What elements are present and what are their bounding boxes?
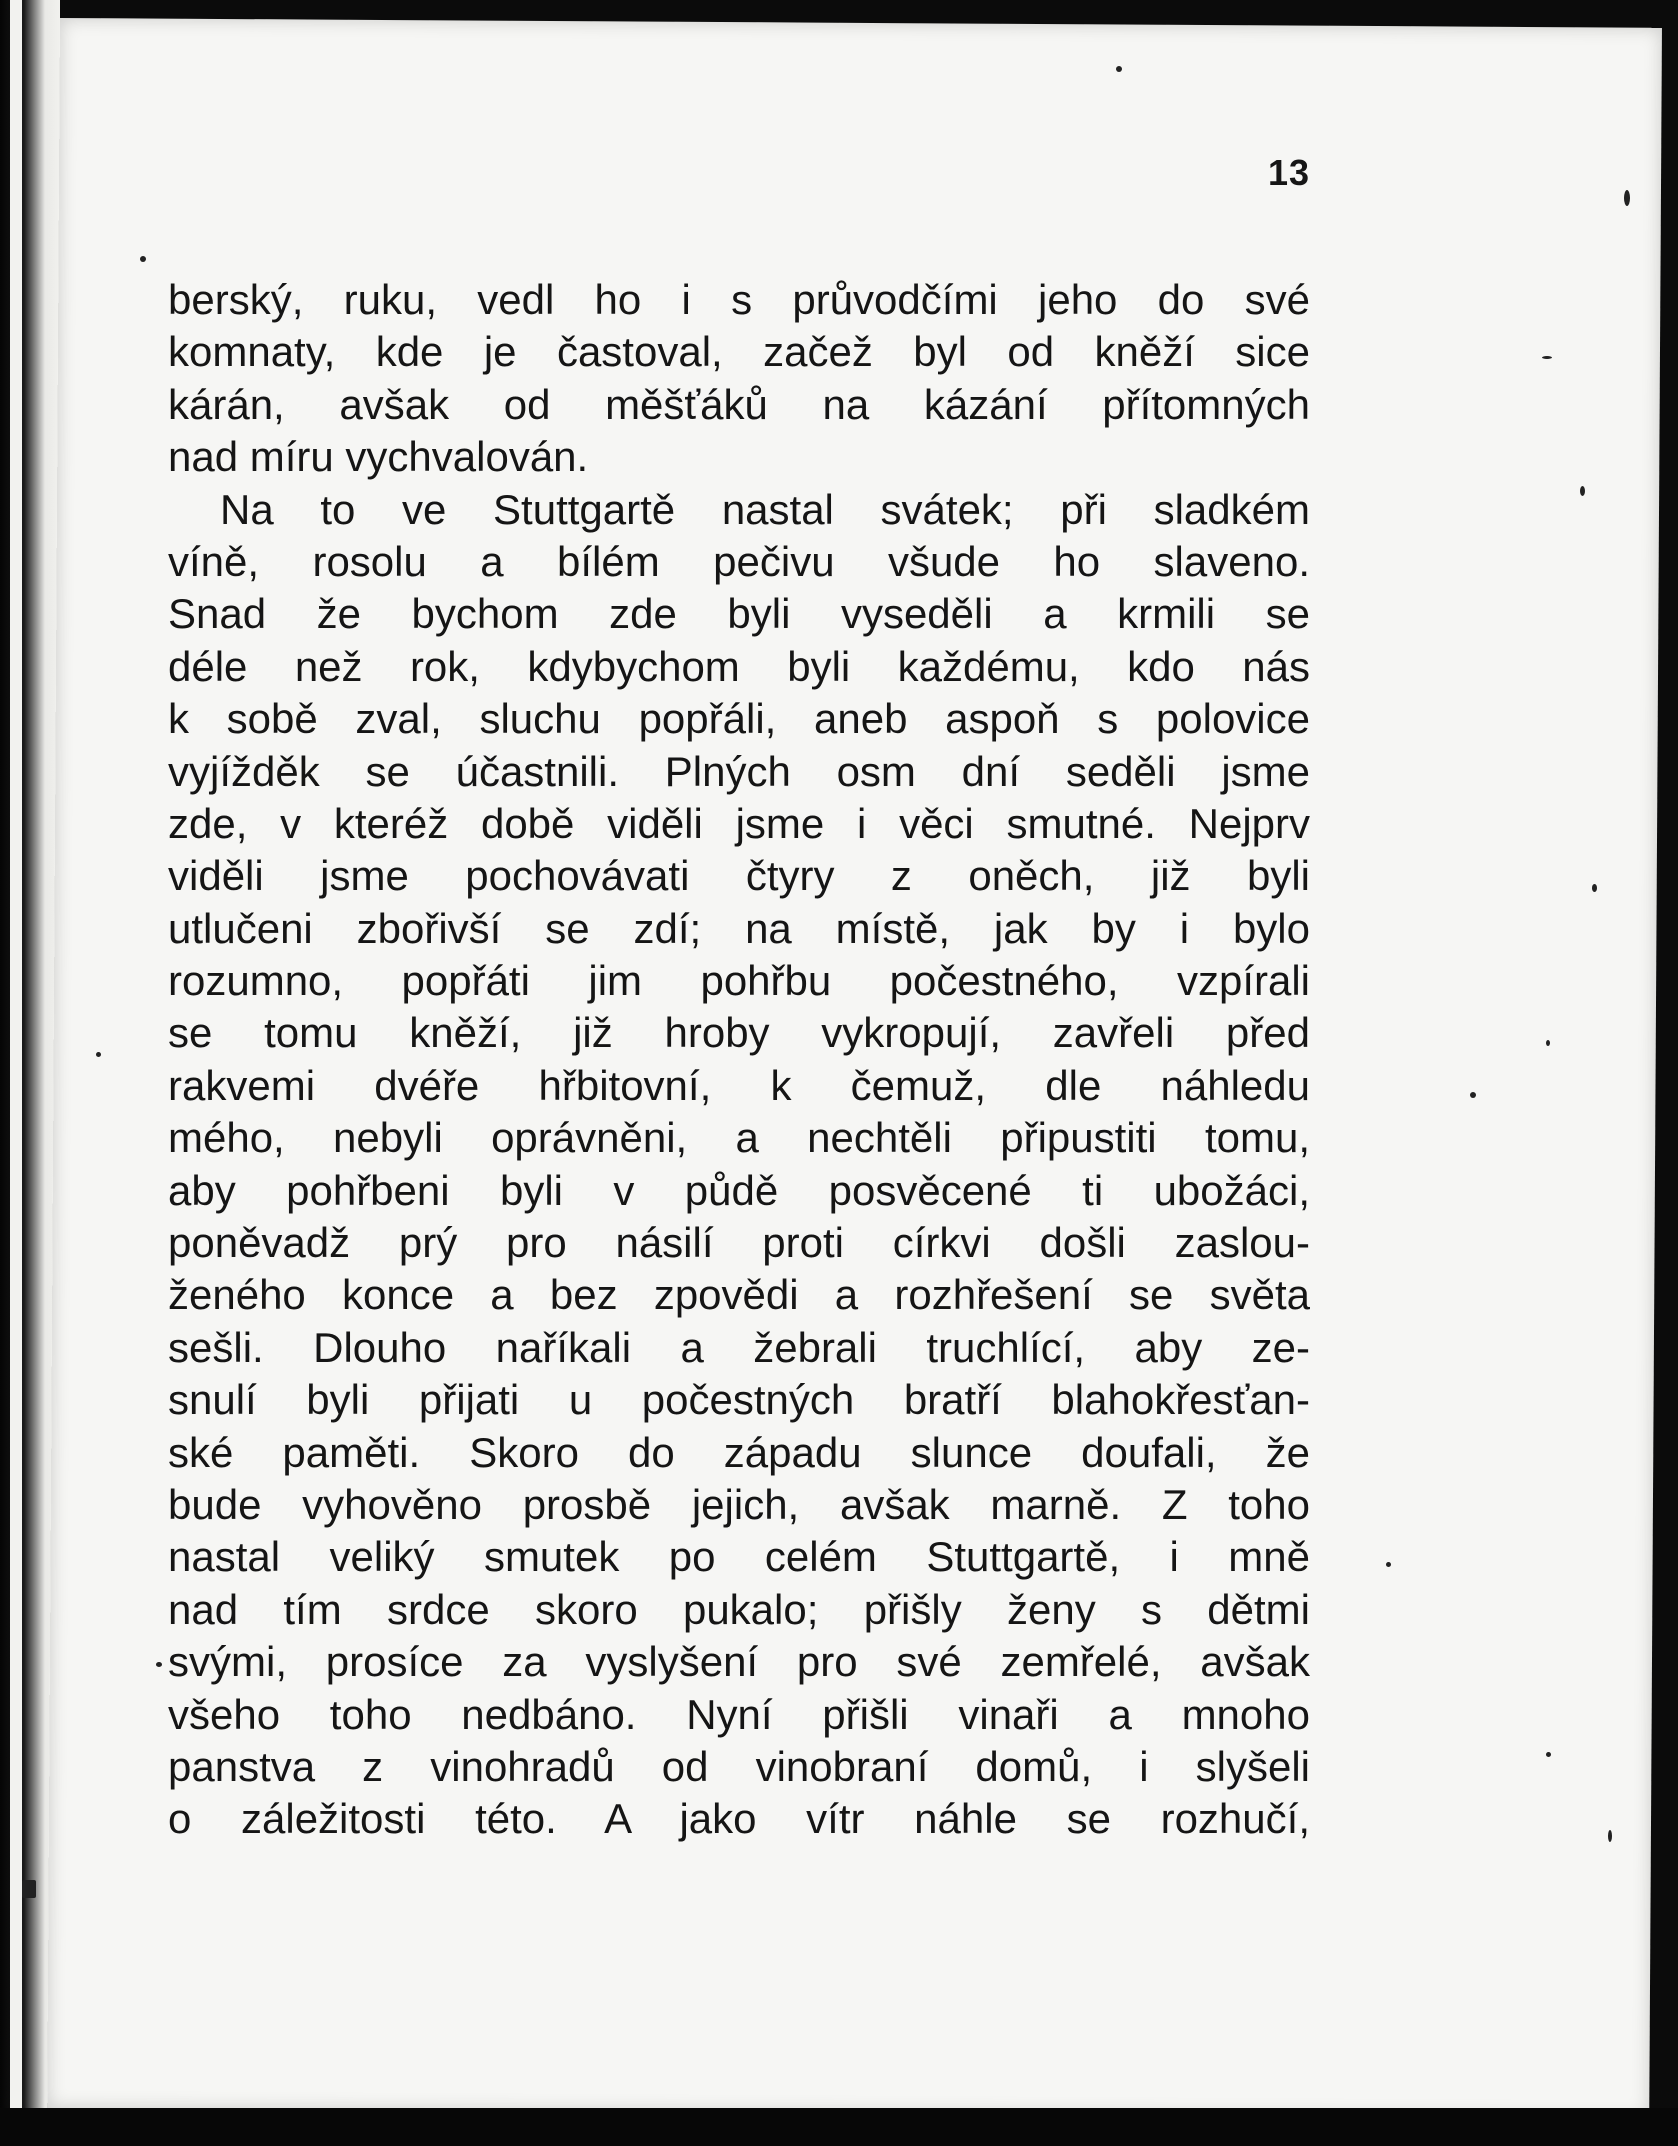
text-line-13: utlučeni zbořivší se zdí; na místě, jak by i bylo (168, 904, 1310, 952)
text-line-15: se tomu kněží, již hroby vykropují, zavřeli před (168, 1009, 1310, 1057)
text-line-14: rozumno, popřáti jim pohřbu počestného, vzpírali (168, 957, 1310, 1005)
scan-speck (1546, 1040, 1550, 1046)
text-line-29: panstva z vinohradů od vinobraní domů, i slyšeli (168, 1742, 1310, 1790)
text-line-23: ské paměti. Skoro do západu slunce doufali, že (168, 1428, 1310, 1476)
scan-speck (96, 1052, 101, 1057)
text-line-2: komnaty, kde je častoval, začež byl od kněží sice (168, 328, 1310, 376)
scan-speck (1386, 1562, 1391, 1567)
text-line-9: k sobě zval, sluchu popřáli, aneb aspoň s polovice (168, 695, 1310, 743)
text-line-17: mého, nebyli oprávněni, a nechtěli připustiti tomu, (168, 1114, 1310, 1162)
text-line-22: snulí byli přijati u počestných bratří blahokřesťan- (168, 1376, 1310, 1424)
scan-speck (1608, 1830, 1612, 1842)
text-line-27: svými, prosíce za vyslyšení pro své zemřelé, avšak (168, 1638, 1310, 1686)
text-line-30: o záležitosti této. A jako vítr náhle se rozhučí, (168, 1795, 1310, 1843)
text-line-28: všeho toho nedbáno. Nyní přišli vinaři a mnoho (168, 1690, 1310, 1738)
text-line-7: Snad že bychom zde byli vyseděli a krmili se (168, 590, 1310, 638)
text-line-20: ženého konce a bez zpovědi a rozhřešení se světa (168, 1271, 1310, 1319)
text-line-10: vyjížděk se účastnili. Plných osm dní seděli jsme (168, 747, 1310, 795)
text-line-5: Na to ve Stuttgartě nastal svátek; při sladkém (220, 485, 1310, 533)
scan-speck (1470, 1092, 1476, 1098)
scan-speck (1580, 486, 1585, 496)
scan-speck (156, 1662, 162, 1667)
page-number: 13 (1268, 152, 1311, 193)
text-line-12: viděli jsme pochovávati čtyry z oněch, již byli (168, 852, 1310, 900)
text-line-25: nastal veliký smutek po celém Stuttgartě, i mně (168, 1533, 1310, 1581)
scan-speck (1116, 66, 1122, 72)
body-text (168, 274, 1310, 1846)
text-line-11: zde, v kteréž době viděli jsme i věci smutné. Nejprv (168, 799, 1310, 847)
text-line-6: víně, rosolu a bílém pečivu všude ho slaveno. (168, 537, 1310, 585)
scan-bottom-edge (0, 2108, 1678, 2146)
text-line-4: nad míru vychvalován. (168, 433, 589, 481)
scan-speck (140, 256, 146, 262)
text-line-19: poněvadž prý pro násilí proti církvi došli zaslou- (168, 1219, 1310, 1267)
scan-speck (1546, 1752, 1551, 1757)
scan-speck (1542, 356, 1552, 359)
text-line-24: bude vyhověno prosbě jejich, avšak marně. Z toho (168, 1480, 1310, 1528)
text-line-26: nad tím srdce skoro pukalo; přišly ženy s dětmi (168, 1585, 1310, 1633)
text-line-1: berský, ruku, vedl ho i s průvodčími jeho do své (168, 276, 1310, 323)
scan-speck (1592, 884, 1597, 892)
text-line-18: aby pohřbeni byli v půdě posvěcené ti ubožáci, (168, 1166, 1310, 1214)
text-line-8: déle než rok, kdybychom byli každému, kdo nás (168, 642, 1310, 690)
text-line-16: rakvemi dvéře hřbitovní, k čemuž, dle náhledu (168, 1061, 1310, 1109)
text-line-21: sešli. Dlouho naříkali a žebrali truchlící, aby ze- (168, 1323, 1310, 1371)
scan-left-paper-sliver (10, 0, 22, 2146)
text-line-3: kárán, avšak od měšťáků na kázání přítomných (168, 380, 1310, 428)
scan-speck (1624, 190, 1630, 206)
scan-speck (22, 1880, 36, 1898)
